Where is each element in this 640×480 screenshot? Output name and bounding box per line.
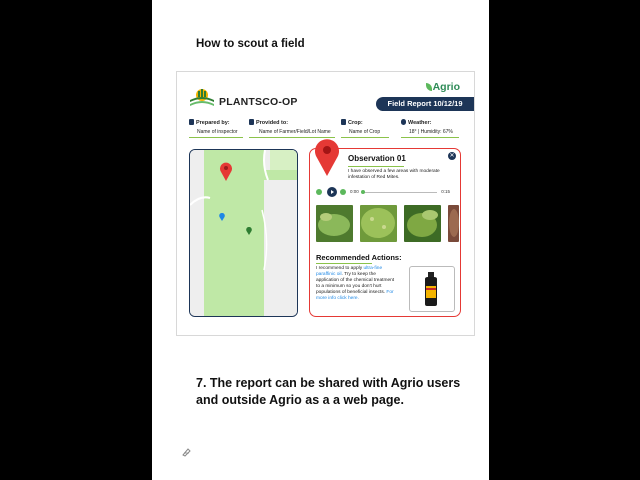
leaf-photo-3[interactable]	[404, 205, 441, 242]
observation-text: I have observed a few areas with moderate infestation of Red Mites.	[348, 169, 440, 180]
content-page	[152, 0, 489, 480]
green-location-pin-icon[interactable]	[246, 227, 252, 235]
title-underline	[348, 166, 404, 167]
product-image-box[interactable]	[409, 266, 455, 312]
audio-duration: 0:15	[441, 189, 450, 194]
play-icon[interactable]	[327, 187, 337, 197]
recommended-text: I recommend to apply ultra-fine paraffinic oil. Try to keep the application of the chemical treatment to a minimum so you don't hurt populations of beneficial insects. For more info click here.	[316, 266, 395, 301]
red-location-pin-icon[interactable]	[219, 162, 233, 181]
info-prepared-by: Prepared by: Name of inspector	[189, 119, 243, 138]
close-icon[interactable]: ✕	[449, 153, 455, 159]
audio-progress-knob[interactable]	[361, 190, 365, 194]
cloud-icon	[401, 119, 406, 125]
farm-logo-icon	[189, 86, 215, 108]
forward-icon[interactable]	[340, 189, 346, 195]
product-link[interactable]: ultra-fine paraffinic oil	[316, 266, 383, 277]
info-weather: Weather: 18° | Humidity: 67%	[401, 119, 459, 138]
step-caption: 7. The report can be shared with Agrio users and outside Agrio as a a web page.	[196, 376, 461, 407]
brand-name: PLANTSCO-OP	[219, 96, 298, 108]
field-map[interactable]	[189, 149, 298, 317]
person-icon	[249, 119, 254, 125]
recommended-underline	[316, 263, 372, 264]
more-info-link[interactable]: For more info click here.	[316, 290, 394, 301]
audio-player	[316, 187, 456, 197]
clipboard-icon	[189, 119, 194, 125]
info-crop: Crop: Name of Crop	[341, 119, 389, 138]
plant-icon	[341, 119, 346, 125]
observation-location-pin-icon	[314, 138, 340, 176]
page-heading: How to scout a field	[196, 38, 305, 50]
leaf-photo-4[interactable]	[448, 205, 459, 242]
agrio-logo: Agrio	[426, 81, 460, 93]
info-provided-to: Provided to: Name of Farmer/Field/Lot Name	[249, 119, 335, 138]
pencil-scribble-icon	[182, 447, 192, 457]
leaf-photo-2[interactable]	[360, 205, 397, 242]
oil-bottle-icon	[424, 272, 438, 306]
map-graphic	[190, 150, 297, 316]
leaf-icon	[426, 83, 432, 91]
observation-title: Observation 01	[348, 154, 406, 163]
audio-progress-bar[interactable]	[363, 192, 437, 193]
field-report-card	[176, 71, 475, 336]
blue-location-pin-icon[interactable]	[219, 213, 225, 221]
recommended-actions-title: Recommended Actions:	[316, 253, 402, 262]
leaf-photo-1[interactable]	[316, 205, 353, 242]
audio-current-time: 0:00	[350, 189, 359, 194]
rewind-icon[interactable]	[316, 189, 322, 195]
report-title-badge: Field Report 10/12/19	[376, 97, 474, 111]
